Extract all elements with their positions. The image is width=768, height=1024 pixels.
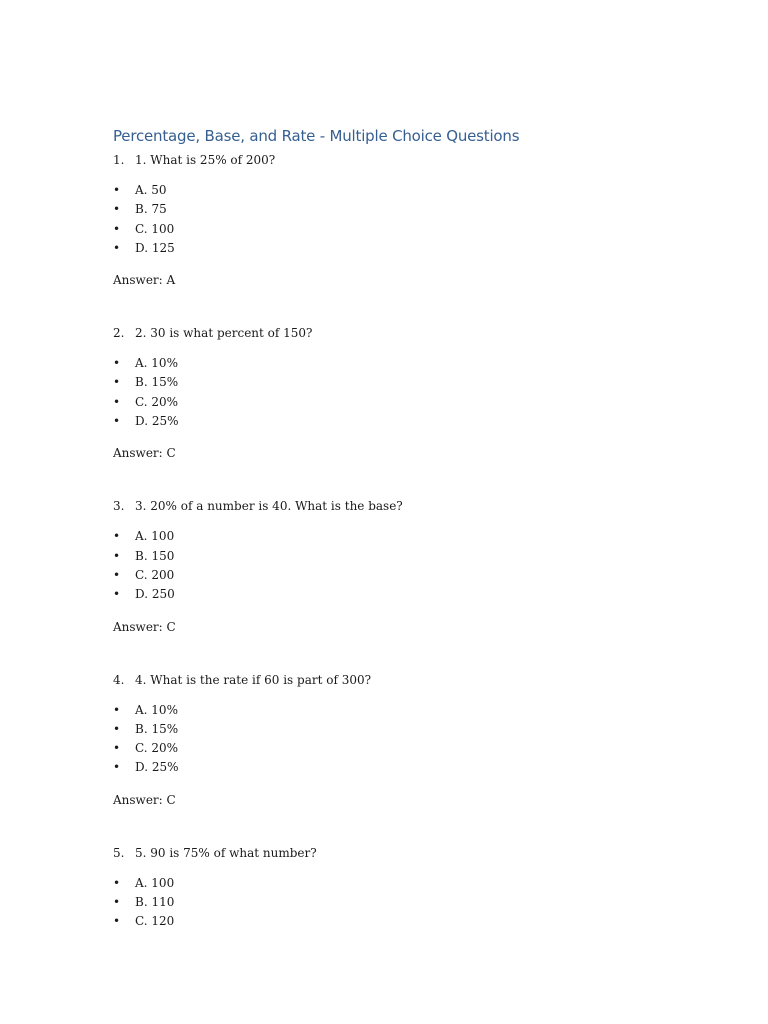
bullet-icon: •: [113, 567, 121, 582]
question-prompt: 2. 30 is what percent of 150?: [135, 326, 313, 341]
answer-text: Answer: A: [113, 273, 176, 288]
option-label: B. 75: [135, 202, 167, 217]
bullet-icon: •: [113, 414, 121, 429]
option-list: [113, 354, 673, 431]
question-prompt: 5. 90 is 75% of what number?: [135, 845, 317, 860]
option-item: [113, 373, 673, 392]
option-label: A. 10%: [135, 356, 178, 371]
question-text: [113, 843, 673, 863]
option-label: D. 250: [135, 587, 175, 602]
option-item: [113, 739, 673, 758]
option-item: [113, 354, 673, 373]
question-number: 2.: [113, 326, 125, 341]
question-block: [113, 150, 673, 321]
bullet-icon: •: [113, 741, 121, 756]
bullet-icon: •: [113, 183, 121, 197]
option-label: B. 150: [135, 548, 175, 563]
option-item: [113, 720, 673, 739]
option-item: [113, 585, 673, 604]
answer-text: Answer: C: [113, 792, 176, 807]
option-label: D. 25%: [135, 760, 179, 775]
bullet-icon: •: [113, 721, 121, 736]
spacer: [113, 637, 673, 668]
bullet-icon: •: [113, 760, 121, 775]
question-prompt: 3. 20% of a number is 40. What is the base?: [135, 499, 403, 514]
option-list: [113, 701, 673, 778]
bullet-icon: •: [113, 356, 121, 371]
document-page: [113, 124, 673, 932]
spacer: [113, 810, 673, 841]
bullet-icon: •: [113, 221, 121, 236]
question-number: 4.: [113, 672, 125, 687]
document-title: Percentage, Base, and Rate - Multiple Choice Questions: [113, 127, 520, 145]
option-item: [113, 412, 673, 431]
bullet-icon: •: [113, 394, 121, 409]
bullet-icon: •: [113, 202, 121, 217]
option-label: B. 110: [135, 895, 175, 910]
question-block: [113, 843, 673, 932]
question-text: [113, 670, 673, 690]
option-list: [113, 874, 673, 932]
question-prompt: 4. What is the rate if 60 is part of 300?: [135, 672, 372, 687]
option-label: C. 20%: [135, 741, 179, 756]
option-list: [113, 181, 673, 258]
answer-text: Answer: C: [113, 619, 176, 634]
question-number: 5.: [113, 845, 125, 860]
option-label: C. 20%: [135, 394, 179, 409]
option-label: B. 15%: [135, 721, 179, 736]
option-label: D. 125: [135, 240, 175, 255]
option-item: [113, 181, 673, 200]
option-item: [113, 874, 673, 893]
option-label: A. 10%: [135, 702, 178, 717]
question-number: 3.: [113, 499, 125, 514]
spacer: [113, 290, 673, 321]
option-label: D. 25%: [135, 414, 179, 429]
option-list: [113, 527, 673, 604]
option-item: [113, 393, 673, 412]
option-item: [113, 893, 673, 912]
option-item: [113, 200, 673, 219]
question-text: [113, 150, 673, 170]
question-text: [113, 323, 673, 343]
option-item: [113, 220, 673, 239]
bullet-icon: •: [113, 702, 121, 717]
spacer: [113, 463, 673, 494]
bullet-icon: •: [113, 548, 121, 563]
option-item: [113, 547, 673, 566]
bullet-icon: •: [113, 914, 121, 929]
question-block: [113, 496, 673, 667]
option-label: C. 100: [135, 221, 175, 236]
bullet-icon: •: [113, 240, 121, 255]
option-label: C. 200: [135, 567, 175, 582]
question-text: [113, 496, 673, 516]
bullet-icon: •: [113, 529, 121, 544]
option-item: [113, 912, 673, 931]
option-item: [113, 527, 673, 546]
bullet-icon: •: [113, 375, 121, 390]
option-label: B. 15%: [135, 375, 179, 390]
question-prompt: 1. What is 25% of 200?: [135, 153, 276, 167]
option-label: A. 100: [135, 875, 175, 890]
option-item: [113, 758, 673, 777]
option-item: [113, 701, 673, 720]
option-label: C. 120: [135, 914, 175, 929]
option-item: [113, 239, 673, 258]
bullet-icon: •: [113, 875, 121, 890]
bullet-icon: •: [113, 587, 121, 602]
question-list: [113, 150, 673, 932]
question-block: [113, 670, 673, 841]
question-number: 1.: [113, 153, 125, 167]
option-label: A. 100: [135, 529, 175, 544]
question-block: [113, 323, 673, 494]
option-item: [113, 566, 673, 585]
answer-text: Answer: C: [113, 446, 176, 461]
option-label: A. 50: [135, 183, 167, 197]
bullet-icon: •: [113, 895, 121, 910]
